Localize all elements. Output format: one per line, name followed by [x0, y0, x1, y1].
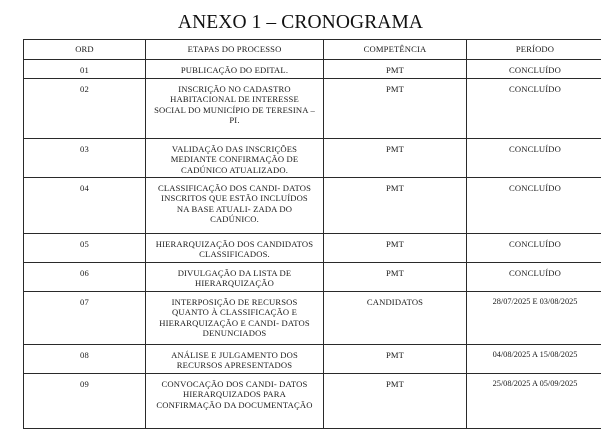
table-row	[24, 79, 601, 139]
cell-etapa: HIERARQUIZAÇÃO DOS CANDIDATOS CLASSIFICADOS.	[146, 234, 324, 263]
cell-competencia: PMT	[324, 60, 467, 79]
cell-competencia: PMT	[324, 79, 467, 139]
cell-ord: 06	[24, 263, 146, 292]
cell-ord: 04	[24, 178, 146, 234]
cell-ord: 05	[24, 234, 146, 263]
cell-periodo: 25/08/2025 A 05/09/2025	[467, 374, 601, 429]
cell-competencia: PMT	[324, 263, 467, 292]
table-row	[24, 178, 601, 234]
cell-etapa: PUBLICAÇÃO DO EDITAL.	[146, 60, 324, 79]
cell-ord: 09	[24, 374, 146, 429]
cell-competencia: CANDIDATOS	[324, 292, 467, 345]
cell-etapa: INTERPOSIÇÃO DE RECURSOS QUANTO À CLASSIFICAÇÃO E HIERARQUIZAÇÃO E CANDI- DATOS DENUNCIADOS	[146, 292, 324, 345]
cell-periodo: 04/08/2025 A 15/08/2025	[467, 345, 601, 374]
table-row	[24, 345, 601, 374]
cell-competencia: PMT	[324, 374, 467, 429]
table-row	[24, 374, 601, 429]
table-row	[24, 60, 601, 79]
cell-competencia: PMT	[324, 234, 467, 263]
cell-periodo: CONCLUÍDO	[467, 79, 601, 139]
cell-periodo: CONCLUÍDO	[467, 60, 601, 79]
table-row	[24, 139, 601, 178]
header-etapa: ETAPAS DO PROCESSO	[146, 40, 324, 60]
table-header	[24, 40, 601, 60]
header-row	[24, 40, 601, 60]
page-title: ANEXO 1 – CRONOGRAMA	[177, 12, 424, 33]
cell-competencia: PMT	[324, 345, 467, 374]
cell-ord: 02	[24, 79, 146, 139]
schedule-table	[23, 39, 601, 429]
header-competencia: COMPETÊNCIA	[324, 40, 467, 60]
header-periodo: PERÍODO	[467, 40, 601, 60]
cell-periodo: CONCLUÍDO	[467, 178, 601, 234]
header-ord: ORD	[24, 40, 146, 60]
cell-periodo: 28/07/2025 E 03/08/2025	[467, 292, 601, 345]
cell-etapa: ANÁLISE E JULGAMENTO DOS RECURSOS APRESENTADOS	[146, 345, 324, 374]
cell-etapa: DIVULGAÇÃO DA LISTA DE HIERARQUIZAÇÃO	[146, 263, 324, 292]
cell-etapa: CLASSIFICAÇÃO DOS CANDI- DATOS INSCRITOS QUE ESTÃO INCLUÍDOS NA BASE ATUALI- ZADA DO CADÚNICO.	[146, 178, 324, 234]
cell-etapa: INSCRIÇÃO NO CADASTRO HABITACIONAL DE INTERESSE SOCIAL DO MUNICÍPIO DE TERESINA – PI.	[146, 79, 324, 139]
table-row	[24, 263, 601, 292]
cell-periodo: CONCLUÍDO	[467, 139, 601, 178]
cell-periodo: CONCLUÍDO	[467, 263, 601, 292]
table-row	[24, 234, 601, 263]
cell-competencia: PMT	[324, 139, 467, 178]
cell-ord: 03	[24, 139, 146, 178]
cell-periodo: CONCLUÍDO	[467, 234, 601, 263]
cell-ord: 07	[24, 292, 146, 345]
cell-ord: 08	[24, 345, 146, 374]
cell-etapa: CONVOCAÇÃO DOS CANDI- DATOS HIERARQUIZADOS PARA CONFIRMAÇÃO DA DOCUMENTAÇÃO	[146, 374, 324, 429]
cell-etapa: VALIDAÇÃO DAS INSCRIÇÕES MEDIANTE CONFIRMAÇÃO DE CADÚNICO ATUALIZADO.	[146, 139, 324, 178]
cell-ord: 01	[24, 60, 146, 79]
cell-competencia: PMT	[324, 178, 467, 234]
table-body	[24, 60, 601, 429]
table-row	[24, 292, 601, 345]
